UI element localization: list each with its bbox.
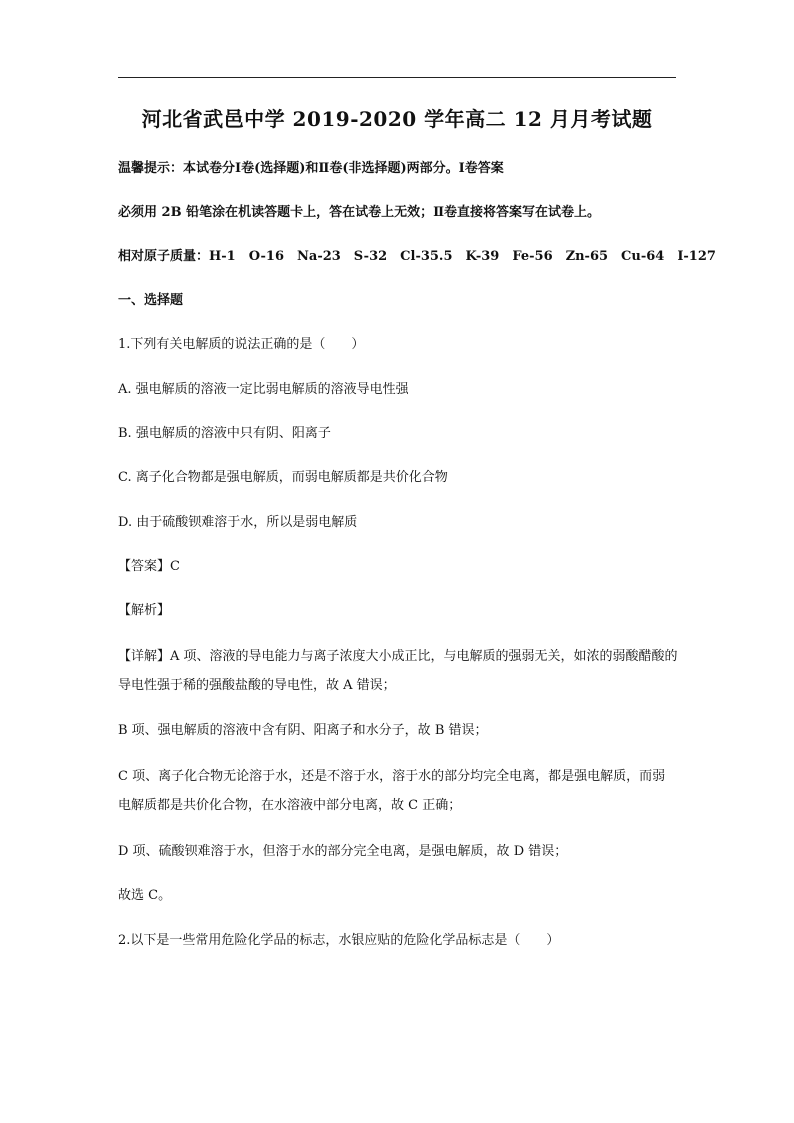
question-1-option-d: D. 由于硫酸钡难溶于水，所以是弱电解质 <box>118 515 358 530</box>
question-1-option-c: C. 离子化合物都是强电解质，而弱电解质都是共价化合物 <box>118 470 448 485</box>
question-2-stem: 2.以下是一些常用危险化学品的标志，水银应贴的危险化学品标志是（ ） <box>118 933 560 948</box>
question-1-detail-a: 【详解】A 项、溶液的导电能力与离子浓度大小成正比，与电解质的强弱无关，如浓的弱酸醋酸的导电性强于稀的强酸盐酸的导电性，故 A 错误； <box>118 649 678 693</box>
question-1-detail-c: C 项、离子化合物无论溶于水，还是不溶于水，溶于水的部分均完全电离，都是强电解质，而弱电解质都是共价化合物，在水溶液中部分电离，故 C 正确； <box>118 769 666 813</box>
question-1-analysis-heading: 【解析】 <box>118 603 171 618</box>
question-1-stem: 1.下列有关电解质的说法正确的是（ ） <box>118 337 365 352</box>
question-1-conclusion: 故选 C。 <box>118 888 172 903</box>
question-1-answer: 【答案】C <box>118 559 180 574</box>
question-1-option-b: B. 强电解质的溶液中只有阴、阳离子 <box>118 426 331 441</box>
header-rule <box>118 77 676 78</box>
section-heading: 一、选择题 <box>118 293 184 308</box>
question-1-option-a: A. 强电解质的溶液一定比弱电解质的溶液导电性强 <box>118 382 409 397</box>
notice-line-2: 必须用 2B 铅笔涂在机读答题卡上，答在试卷上无效；Ⅱ卷直接将答案写在试卷上。 <box>118 205 601 220</box>
notice-line-1: 温馨提示：本试卷分Ⅰ卷(选择题)和Ⅱ卷(非选择题)两部分。Ⅰ卷答案 <box>118 161 504 176</box>
question-1-detail-b: B 项、强电解质的溶液中含有阴、阳离子和水分子，故 B 错误； <box>118 723 488 738</box>
question-1-detail-d: D 项、硫酸钡难溶于水，但溶于水的部分完全电离，是强电解质，故 D 错误； <box>118 844 568 859</box>
page-title: 河北省武邑中学 2019-2020 学年高二 12 月月考试题 <box>141 107 653 131</box>
atomic-masses: 相对原子质量：H-1 O-16 Na-23 S-32 Cl-35.5 K-39 Fe-56 Zn-65 Cu-64 I-127 <box>118 249 716 264</box>
